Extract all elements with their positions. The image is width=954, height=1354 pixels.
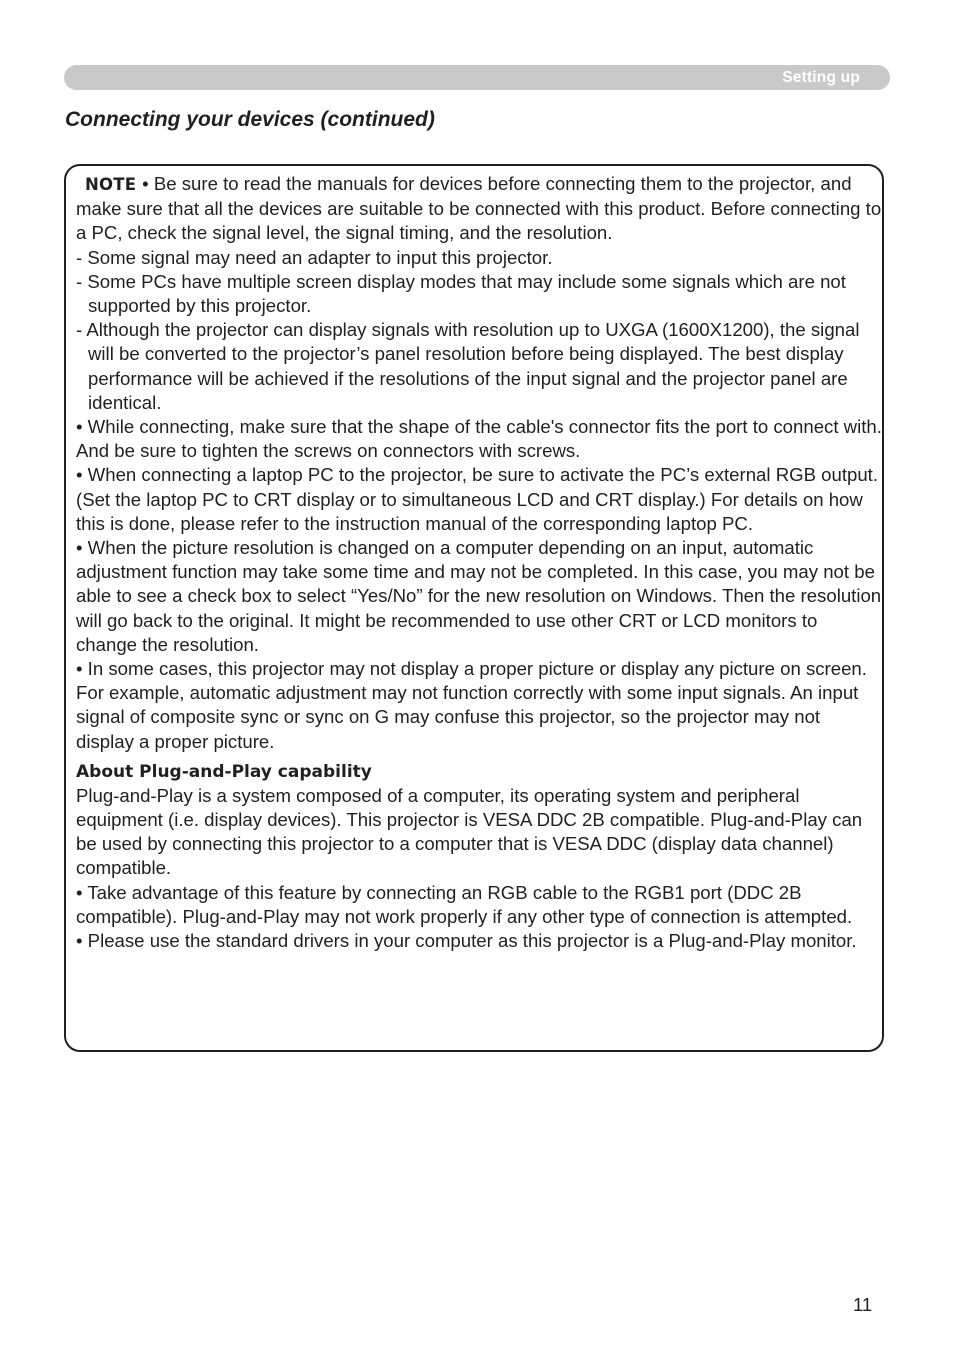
note-bullet-item: • When the picture resolution is changed on a computer depending on an input, automatic adjustment function may take some time and may not be completed. In this case, you may not be able to see a check box to select “Yes/No” for the new resolution on Windows. Then the resolution will go back to the original. It might be recommended to use other CRT or LCD monitors to change the resolution. (76, 537, 882, 655)
page-number: 11 (853, 1294, 873, 1315)
note-bullet-item: • In some cases, this projector may not display a proper picture or display any picture on screen. For example, automatic adjustment may not function correctly with some input signals. An input signal of composite sync or sync on G may confuse this projector, so the projector may not display a proper picture. (76, 658, 867, 752)
note-paragraph (76, 172, 882, 246)
page-title: Connecting your devices (continued) (65, 108, 435, 131)
plug-and-play-bullet: • Please use the standard drivers in your computer as this projector is a Plug-and-Play monitor. (76, 930, 857, 952)
note-dash-item: - Some PCs have multiple screen display modes that may include some signals which are not supported by this projector. (76, 270, 846, 317)
note-label: NOTE (85, 175, 137, 194)
section-label: Setting up (782, 69, 860, 86)
note-dash-item: - Some signal may need an adapter to input this projector. (76, 246, 553, 268)
note-content (76, 172, 882, 953)
plug-and-play-heading: About Plug-and-Play capability (76, 761, 372, 782)
note-bullet-item: • When connecting a laptop PC to the projector, be sure to activate the PC’s external RGB output. (Set the laptop PC to CRT display or to simultaneous LCD and CRT display.) For details on how this is done, please refer to the instruction manual of the corresponding laptop PC. (76, 464, 879, 534)
note-text: • Be sure to read the manuals for devices before connecting them to the projector, and make sure that all the devices are suitable to be connected with this product. Before connecting to a PC, check the signal level, the signal timing, and the resolution. (76, 173, 882, 244)
plug-and-play-bullet: • Take advantage of this feature by connecting an RGB cable to the RGB1 port (DDC 2B compatible). Plug-and-Play may not work properly if any other type of connection is attempted. (76, 881, 853, 927)
note-bullet-item: • While connecting, make sure that the shape of the cable's connector fits the port to connect with. And be sure to tighten the screws on connectors with screws. (76, 416, 882, 462)
section-header-bar (64, 65, 890, 90)
plug-and-play-paragraph: Plug-and-Play is a system composed of a computer, its operating system and peripheral equipment (i.e. display devices). This projector is VESA DDC 2B compatible. Plug-and-Play can be used by connecting this projector to a computer that is VESA DDC (display data channel) compatible. (76, 784, 863, 879)
note-dash-item: - Although the projector can display signals with resolution up to UXGA (1600X1200), the signal will be converted to the projector’s panel resolution before being displayed. The best display performance will be achieved if the resolutions of the input signal and the projector panel are identical. (76, 319, 860, 413)
